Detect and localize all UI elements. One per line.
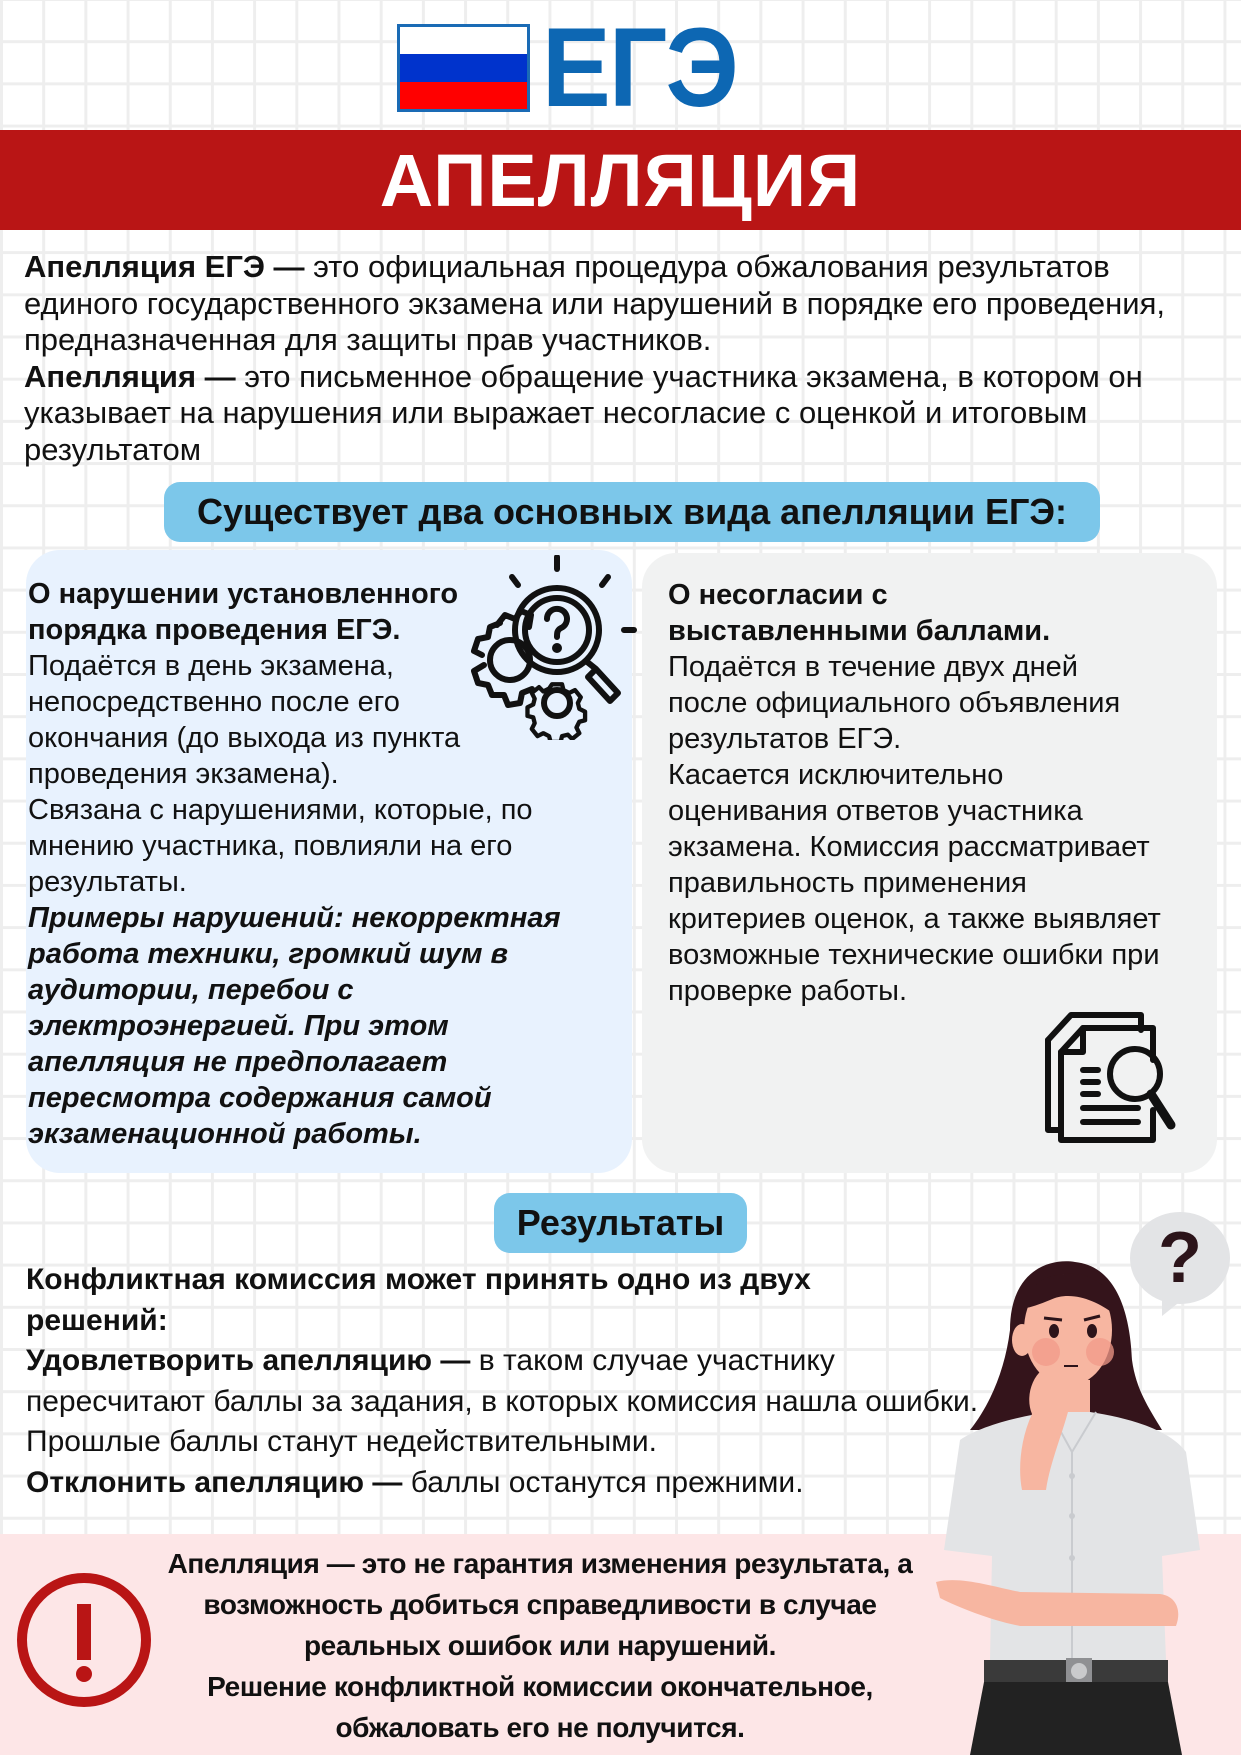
intro-term-2: Апелляция — [24, 358, 236, 394]
intro-paragraph-2: Апелляция — это письменное обращение участника экзамена, в котором он указывает на нарушения или выражает несогласие с оценкой и итоговым результатом [24, 358, 1143, 467]
accept-term: Удовлетворить апелляцию — [26, 1344, 471, 1377]
svg-text:?: ? [1158, 1218, 1202, 1298]
ege-logo [397, 5, 754, 130]
thinking-woman-illustration [900, 1190, 1241, 1755]
title-banner [0, 130, 1241, 230]
page-title: АПЕЛЛЯЦИЯ [379, 138, 862, 222]
card-text-2: Касается исключительно оценивания ответов участника экзамена. Комиссия рассматривает правильность применения критериев оценок, а также выявляет возможные технические ошибки при проверке работы. [668, 759, 1161, 1007]
card-text [668, 577, 1208, 1009]
note-line-1: Апелляция — это не гарантия изменения результата, а возможность добиться справедливости в случае реальных ошибок или нарушений. [167, 1548, 913, 1661]
intro-term-1: Апелляция ЕГЭ — [24, 249, 305, 284]
important-note [150, 1543, 930, 1748]
card-text-1: Подаётся в течение двух дней после официального объявления результатов ЕГЭ. [668, 651, 1121, 755]
intro-text [24, 249, 1224, 468]
card-text-1: Подаётся в день экзамена, непосредственно после его окончания (до выхода из пункта проведения экзамена). [28, 650, 461, 790]
logo-text: ЕГЭ [542, 5, 737, 130]
gears-magnifier-question-icon [462, 555, 637, 740]
question-bubble-icon [1130, 1212, 1230, 1316]
note-line-2: Решение конфликтной комиссии окончательное, обжаловать его не получится. [207, 1671, 873, 1743]
intro-paragraph-1: Апелляция ЕГЭ — это официальная процедура обжалования результатов единого государственного экзамена или нарушений в порядке его проведения, предназначенная для защиты прав участников. [24, 249, 1165, 357]
documents-magnifier-icon [1043, 1010, 1193, 1145]
types-heading: Существует два основных вида апелляции ЕГЭ: [164, 482, 1100, 542]
results-text [26, 1260, 986, 1503]
results-intro: Конфликтная комиссия может принять одно из двух решений: [26, 1263, 811, 1337]
card-examples: Примеры нарушений: некорректная работа техники, громкий шум в аудитории, перебои с электроэнергией. При этом апелляция не предполагает пересмотра содержания самой экзаменационной работы. [28, 902, 561, 1150]
reject-term: Отклонить апелляцию — [26, 1465, 403, 1499]
results-reject: Отклонить апелляцию — баллы останутся прежними. [26, 1465, 804, 1499]
results-heading: Результаты [494, 1193, 747, 1253]
russian-flag-icon [397, 24, 530, 112]
results-accept: Удовлетворить апелляцию — в таком случае участнику пересчитают баллы за задания, в которых комиссия нашла ошибки. Прошлые баллы станут недействительными. [26, 1344, 979, 1458]
card-text-2: Связана с нарушениями, которые, по мнению участника, повлияли на его результаты. [28, 794, 533, 898]
exclamation-circle-icon [14, 1570, 154, 1710]
card-title: О нарушении установленного порядка проведения ЕГЭ. [28, 578, 459, 646]
card-title: О несогласии с выставленными баллами. [668, 579, 1051, 647]
